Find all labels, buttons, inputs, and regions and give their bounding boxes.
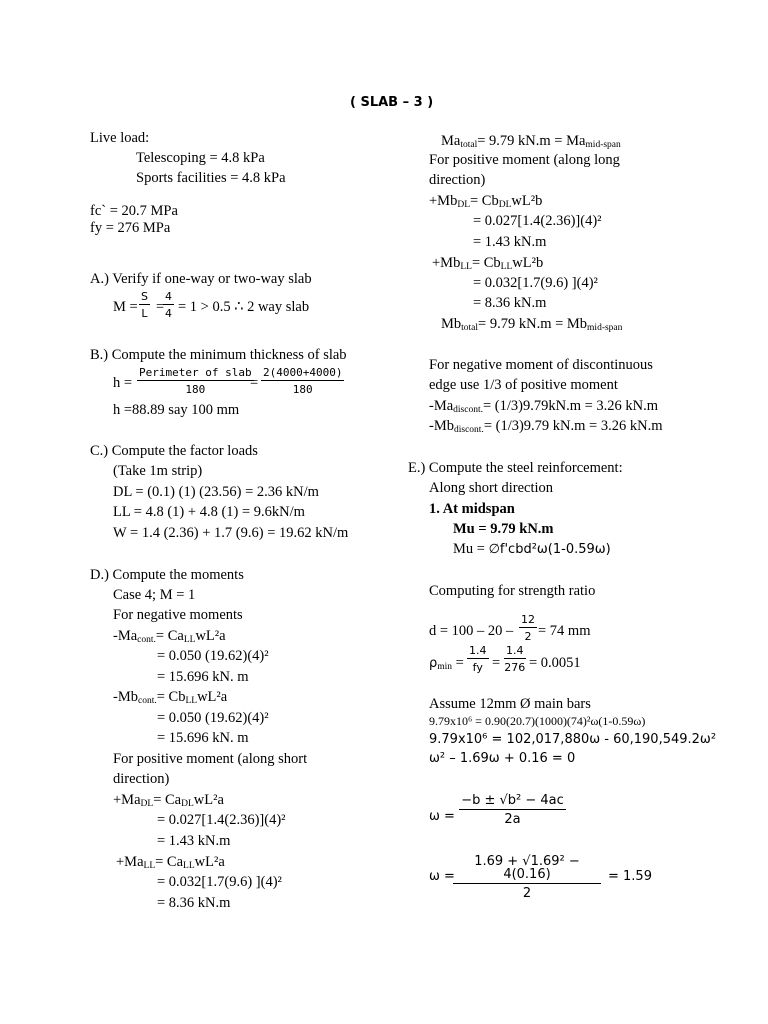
section-b-heading: B.) Compute the minimum thickness of slab <box>90 347 347 363</box>
pos-short-label-2: direction) <box>113 771 170 787</box>
equals-sign: = <box>156 299 165 315</box>
section-c-heading: C.) Compute the factor loads <box>90 443 258 459</box>
mb-cont-formula: $-Mb_{cont.}= Cb_{LL}wL^2a$ <box>113 689 228 706</box>
mb-ll-step1: = 0.032[1.7(9.6) ](4)² <box>473 275 598 291</box>
section-d-heading: D.) Compute the moments <box>90 567 244 583</box>
mb-ll-result: = 8.36 kN.m <box>473 295 547 311</box>
equation-1: 9.79x10⁶ = 0.90(20.7)(1000)(74)²ω(1-0.59ω) <box>429 714 646 728</box>
rho-fraction-2: $\frac{1.4}{276}$ <box>504 644 526 674</box>
section-a-heading: A.) Verify if one-way or two-way slab <box>90 271 312 287</box>
neg-disc-label: For negative moment of discontinuous <box>429 357 653 373</box>
s-over-l: $\frac{S}{L}$ <box>141 290 148 320</box>
short-direction-label: Along short direction <box>429 480 554 496</box>
rho-min: $\rho_{min}$ = <box>429 655 464 672</box>
mu-formula: Mu = ∅f'cbd²ω(1-0.59ω) <box>453 541 611 557</box>
mb-dl-formula: $+Mb_{DL}= Cb_{DL}wL^2b$ <box>429 193 543 210</box>
dl-load: DL = (0.1) (1) (23.56) = 2.36 kN/m <box>113 484 319 500</box>
ll-load: LL = 4.8 (1) + 4.8 (1) = 9.6kN/m <box>113 504 305 520</box>
mb-cont-step1: = 0.050 (19.62)(4)² <box>157 710 269 726</box>
neg-disc-label-2: edge use 1/3 of positive moment <box>429 377 618 393</box>
thickness-result: h =88.89 say 100 mm <box>113 402 240 418</box>
ma-ll-formula: $+Ma_{LL}= Ca_{LL}wL^2a$ <box>116 854 225 871</box>
h-label: h = <box>113 375 133 391</box>
ma-cont-formula: $-Ma_{cont.}= Ca_{LL}wL^2a$ <box>113 628 226 645</box>
omega-result: = 1.59 <box>608 869 652 884</box>
ma-ll-step1: = 0.032[1.7(9.6) ](4)² <box>157 874 282 890</box>
midspan-heading: 1. At midspan <box>429 501 515 517</box>
w-load: W = 1.4 (2.36) + 1.7 (9.6) = 19.62 kN/m <box>113 525 349 541</box>
mb-cont-result: = 15.696 kN. m <box>157 730 249 746</box>
mb-ll-formula: $+Mb_{LL}= Cb_{LL}wL^2b$ <box>432 255 544 272</box>
fc-value: fc` = 20.7 MPa <box>90 203 178 219</box>
mb-discont: $-Mb_{discont.}= (1/3)9.79$ kN.m = 3.26 kN.m <box>429 418 663 435</box>
fy-value: fy = 276 MPa <box>90 220 171 236</box>
ma-dl-result: = 1.43 kN.m <box>157 833 231 849</box>
equation-2: 9.79x10⁶ = 102,017,880ω - 60,190,549.2ω² <box>429 732 717 747</box>
live-load-label: Live load: <box>90 130 150 146</box>
mb-total: $Mb_{total}= 9.79$ $kN.m = Mb_{mid-span}$ <box>441 316 623 333</box>
equation-3: ω² – 1.69ω + 0.16 = 0 <box>429 751 576 766</box>
neg-moments-label: For negative moments <box>113 607 243 623</box>
rho-result: = 0.0051 <box>529 655 581 671</box>
mb-dl-result: = 1.43 kN.m <box>473 234 547 250</box>
ma-dl-formula: $+Ma_{DL}= Ca_{DL}wL^2a$ <box>113 792 224 809</box>
m-label: M = <box>113 299 138 315</box>
equals-sign-b: = <box>250 375 259 391</box>
ma-cont-step1: = 0.050 (19.62)(4)² <box>157 648 269 664</box>
rho-fraction-1: $\frac{1.4}{fy}$ <box>469 644 487 674</box>
rho-equals: = <box>492 655 501 671</box>
bar-diameter-fraction: $\frac{12}{2}$ <box>521 613 535 643</box>
omega-solution-fraction: $\frac{\text{1.69 + √1.69² − 4(0.16)}}{2}$ <box>455 855 599 900</box>
omega-label-2: ω = <box>429 869 455 884</box>
omega-label-1: ω = <box>429 809 455 824</box>
four-over-four: $\frac{4}{4}$ <box>165 290 172 320</box>
ma-discont: $-Ma_{discont.}= (1/3)9.79kN.m = 3.26$ kN.m <box>429 398 659 415</box>
telescoping-load: Telescoping = 4.8 kPa <box>136 150 265 166</box>
perimeter-fraction: Perimeter of slab 180 <box>139 366 252 396</box>
page-title: ( SLAB – 3 ) <box>350 95 434 110</box>
ma-dl-step1: = 0.027[1.4(2.36)](4)² <box>157 812 286 828</box>
ma-ll-result: = 8.36 kN.m <box>157 895 231 911</box>
pos-short-label: For positive moment (along short <box>113 751 308 767</box>
d-formula: d = 100 – 20 – <box>429 623 514 639</box>
thickness-fraction: $\frac{2(4000+4000)}{180}$ <box>263 366 343 396</box>
pos-long-label: For positive moment (along long <box>429 152 620 168</box>
sports-load: Sports facilities = 4.8 kPa <box>136 170 286 186</box>
strength-ratio-label: Computing for strength ratio <box>429 583 596 599</box>
pos-long-label-2: direction) <box>429 172 486 188</box>
quadratic-formula: $\frac{\text{−b ± √b² − 4ac}}{2a}$ <box>461 794 564 826</box>
strip-note: (Take 1m strip) <box>113 463 203 479</box>
section-e-heading: E.) Compute the steel reinforcement: <box>408 460 623 476</box>
assume-bars: Assume 12mm Ø main bars <box>429 696 591 712</box>
ma-total: $Ma_{total}= 9.79$ $kN.m = Ma_{mid-span}$ <box>441 133 621 150</box>
case-label: Case 4; M = 1 <box>113 587 196 603</box>
d-result: = 74 mm <box>538 623 591 639</box>
two-way-result: = 1 > 0.5 ∴ 2 way slab <box>178 299 310 315</box>
mu-value: Mu = 9.79 kN.m <box>453 521 554 537</box>
mb-dl-step1: = 0.027[1.4(2.36)](4)² <box>473 213 602 229</box>
ma-cont-result: = 15.696 kN. m <box>157 669 249 685</box>
